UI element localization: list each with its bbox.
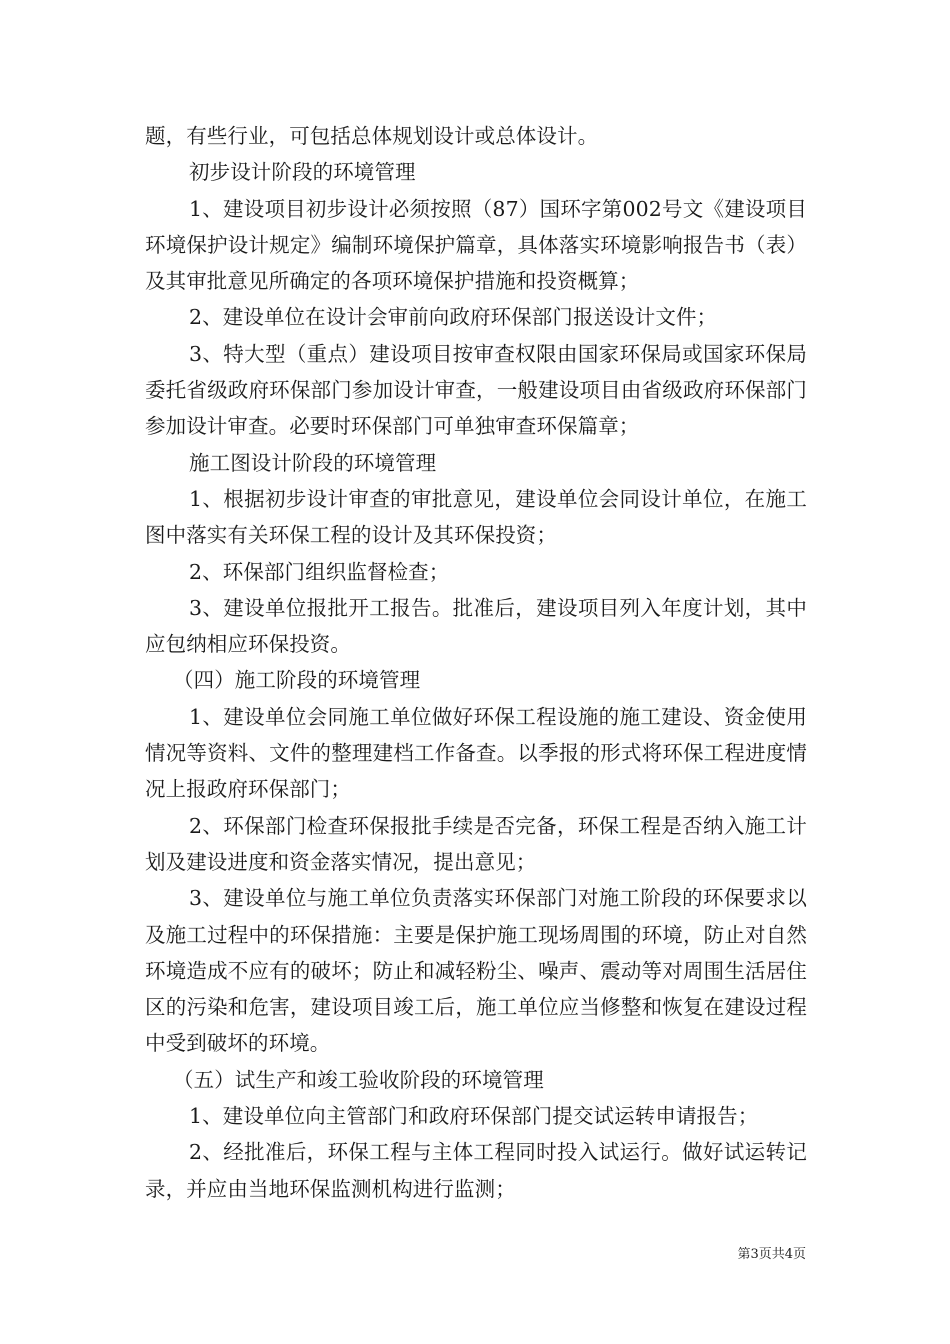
paragraph-item: 3、建设单位与施工单位负责落实环保部门对施工阶段的环保要求以及施工过程中的环保措施：主要是保护施工现场周围的环境，防止对自然环境造成不应有的破坏；防止和减轻粉尘、噪声、震动等对周围生活居住区的污染和危害，建设项目竣工后，施工单位应当修整和恢复在建设过程中受到破坏的环境。 xyxy=(145,886,807,1056)
page-number: 第3页共4页 xyxy=(737,1247,806,1262)
paragraph-item: 2、经批准后，环保工程与主体工程同时投入试运行。做好试运转记录，并应由当地环保监测机构进行监测； xyxy=(145,1140,807,1201)
heading-construction-drawing: 施工图设计阶段的环境管理 xyxy=(189,450,437,475)
heading-section-five: （五）试生产和竣工验收阶段的环境管理 xyxy=(173,1067,544,1092)
paragraph-item: 1、建设单位向主管部门和政府环保部门提交试运转申请报告； xyxy=(189,1104,759,1129)
paragraph-item: 3、建设单位报批开工报告。批准后，建设项目列入年度计划，其中应包纳相应环保投资。 xyxy=(145,595,807,657)
document-body xyxy=(145,118,807,1207)
paragraph-continuation: 题，有些行业，可包括总体规划设计或总体设计。 xyxy=(145,124,599,148)
paragraph-item: 1、根据初步设计审查的审批意见，建设单位会同设计单位，在施工图中落实有关环保工程的设计及其环保投资； xyxy=(145,486,807,548)
paragraph-item: 3、特大型（重点）建设项目按审查权限由国家环保局或国家环保局委托省级政府环保部门参加设计审查，一般建设项目由省级政府环保部门参加设计审查。必要时环保部门可单独审查环保篇章； xyxy=(145,341,807,439)
paragraph-item: 1、建设单位会同施工单位做好环保工程设施的施工建设、资金使用情况等资料、文件的整理建档工作备查。以季报的形式将环保工程进度情况上报政府环保部门； xyxy=(145,704,807,802)
paragraph-item: 2、环保部门检查环保报批手续是否完备，环保工程是否纳入施工计划及建设进度和资金落实情况，提出意见； xyxy=(145,813,807,874)
paragraph-item: 2、建设单位在设计会审前向政府环保部门报送设计文件； xyxy=(189,305,718,330)
heading-preliminary-design: 初步设计阶段的环境管理 xyxy=(189,160,416,185)
heading-section-four: （四）施工阶段的环境管理 xyxy=(173,668,421,693)
paragraph-item: 1、建设项目初步设计必须按照（87）国环字第002号文《建设项目环境保护设计规定》编制环境保护篇章，具体落实环境影响报告书（表）及其审批意见所确定的各项环境保护措施和投资概算； xyxy=(145,196,807,294)
paragraph-item: 2、环保部门组织监督检查； xyxy=(189,559,450,584)
